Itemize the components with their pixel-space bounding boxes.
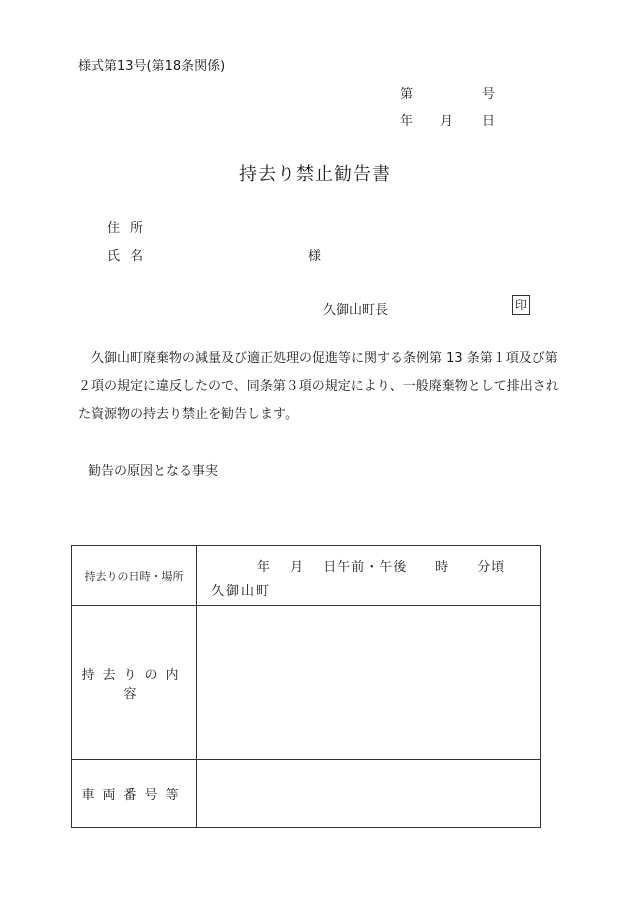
doc-number-suffix: 号 (482, 87, 496, 102)
datetime-place-cell (197, 546, 541, 606)
facts-table (71, 545, 541, 828)
fact-heading: 勧告の原因となる事実 (88, 464, 219, 479)
name-label: 氏名 (107, 249, 154, 264)
issuer-name: 久御山町長 (323, 303, 389, 318)
document-number (400, 83, 496, 102)
document-title: 持去り禁止勧告書 (239, 164, 391, 185)
vehicle-cell (197, 760, 541, 828)
row-label-content: 持去りの内容 (72, 606, 197, 760)
row-label-datetime-place: 持去りの日時・場所 (72, 546, 197, 606)
row-label-vehicle: 車両番号等 (72, 760, 197, 828)
date-month-label: 月 (440, 114, 454, 129)
table-row-datetime-place (72, 546, 541, 606)
address-label: 住所 (107, 221, 154, 236)
place-template: 久御山町 (211, 584, 272, 599)
doc-number-prefix: 第 (400, 87, 414, 102)
seal-box: 印 (512, 295, 530, 315)
table-row-vehicle (72, 760, 541, 828)
table-row-content (72, 606, 541, 760)
honorific-sama: 様 (308, 249, 322, 264)
date-year-label: 年 (400, 114, 414, 129)
date-day-label: 日 (482, 114, 496, 129)
form-number: 様式第13号(第18条関係) (78, 59, 226, 74)
datetime-template: 年 月 日午前・午後 時 分頃 (257, 560, 506, 575)
content-cell (197, 606, 541, 760)
advisory-body-text: 久御山町廃棄物の減量及び適正処理の促進等に関する条例第 13 条第１項及び第２項の規定に違反したので、同条第３項の規定により、一般廃棄物として排出された資源物の持去り禁止を勧告します。 (78, 351, 559, 422)
